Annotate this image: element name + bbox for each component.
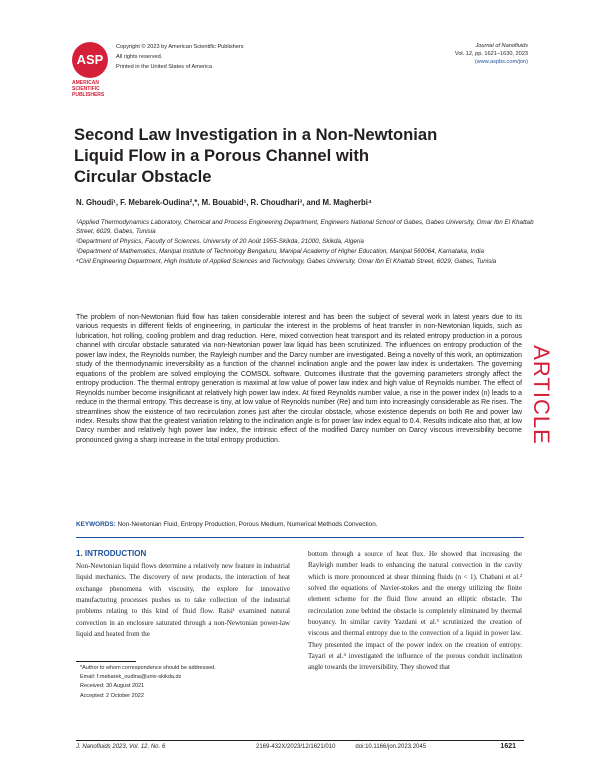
affiliation-item: ⁴Civil Engineering Department, High Institute of Applied Sciences and Technology, Gabes University, Omar Ibn El Khattab Street, 6029, Gabes, Tunisia	[76, 258, 497, 265]
printed-line: Printed in the United States of America	[116, 64, 213, 70]
keywords-list: Non-Newtonian Fluid, Entropy Production, Porous Medium, Numerical Methods Convection.	[117, 521, 378, 528]
footer-identifiers	[256, 744, 426, 750]
accepted-date: Accepted: 2 October 2022	[80, 692, 144, 699]
publisher-logo-label: AMERICAN SCIENTIFIC PUBLISHERS	[72, 80, 105, 98]
journal-name: Journal of Nanofluids	[475, 43, 528, 49]
paper-title	[74, 124, 494, 187]
abstract: The problem of non-Newtonian fluid flow has taken considerable interest and has been the subject of several work in latest years due to its various requests in different fields of engineering, in particular the interest in the problems of heat transfer in non-Newtonian liquids, such as lubrication, hot rolling, cooling problem and drag reduction. Here, mixed convection heat transport and its related entropy production in a porous channel with circular obstacle saturated via non-Newtonian power law liquid has been scrutinized. The influences on entropy production of the power law index, the Reynolds number, the Rayleigh number and the Darcy number are investigated. Being a novelty of this work, an optimization study of the thermodynamic irreversibility as a function of the channel inclination angle and the power law index is undertaken. The governing equations of the problem are solved employing the COMSOL software. Outcomes illustrate that the governing parameters strongly affect the entropy production. The thermal entropy generation is maximal at low value of power law index and high value of Reynolds number. The effect of Reynolds number become insignificant at relatively high power law index. At fixed Reynolds number value, a rise in the power index (n) leads to a reduce in the thermal entropy. This decrease is tiny, at low value of Reynolds number (Re) and turn into increasingly considerable as Re rises. The streamlines show the existence of two recirculation zones just after the circular obstacle, whose existence depends on both Re and power law index. Results show that the greatest variation relating to the inclination angle is for power law index equal to 0.4. Results indicate also that, at low Darcy number and relatively high power law index, the intrinsic effect of the modified Darcy number on Darcy viscous irreversibility become pronounced giving a sharp increase in the total entropy production.	[76, 314, 522, 444]
copyright-line: Copyright © 2023 by American Scientific Publishers	[116, 44, 244, 50]
title-line: Second Law Investigation in a Non-Newtonian	[74, 125, 438, 144]
page-number: 1621	[500, 743, 516, 750]
keywords-label: KEYWORDS:	[76, 521, 116, 528]
article-side-tab-label: ARTICLE	[529, 345, 554, 445]
journal-volume: Vol. 12, pp. 1621–1630, 2023	[454, 51, 528, 57]
section-divider	[76, 537, 524, 538]
section-heading: 1. INTRODUCTION	[76, 549, 147, 558]
footer-ids: 2169-432X/2023/12/1621/010	[256, 744, 336, 750]
affiliation-item: ¹Applied Thermodynamics Laboratory, Chemical and Process Engineering Department, Engineers National School of Gabes, Gabes University, Omar Ibn El Khattab Street, 6029, Gabes, Tunisia	[76, 219, 534, 235]
journal-url-link[interactable]: (www.aspbs.com/jon)	[474, 59, 528, 65]
footer-citation: J. Nanofluids 2023, Vol. 12, No. 6	[76, 744, 166, 750]
affiliation-item: ²Department of Physics, Faculty of Sciences, University of 20 Août 1955-Skikda, 21000, Skikda, Algeria	[76, 238, 364, 245]
journal-info	[455, 42, 528, 66]
publisher-logo: ASP	[72, 42, 108, 78]
corresponding-author-note: *Author to whom correspondence should be addressed.	[80, 665, 216, 671]
affiliation-item: ³Department of Mathematics, Manipal Institute of Technology Bengaluru, Manipal Academy of Higher Education, Manipal 560064, Karnataka, India	[76, 248, 485, 255]
intro-column-left: Non-Newtonian liquid flows determine a relatively new feature in industrial liquid mechanics. The discovery of new products, the interaction of heat exchange phenomena with viscosity, the explore for innovative manufacturing processes pushes us to take collection of the industrial problems relating to this kind of fluid flow. Raisi¹ examined natural convection in an enclosure saturated through a non-Newtonian power-law liquid and heated from the	[76, 562, 290, 639]
article-side-tab	[528, 320, 554, 470]
title-line: Circular Obstacle	[74, 167, 212, 186]
publisher-info	[116, 42, 244, 72]
footnotes	[80, 664, 294, 701]
received-date: Received: 30 August 2021	[80, 683, 145, 690]
footer-doi-link[interactable]: doi:10.1166/jon.2023.2045	[355, 744, 427, 750]
author-email: Email: f.mebarek_oudina@univ-skikda.dz	[80, 674, 182, 681]
rights-line: All rights reserved.	[116, 54, 163, 60]
title-line: Liquid Flow in a Porous Channel with	[74, 146, 369, 165]
footer-divider	[76, 740, 524, 741]
affiliations	[76, 218, 546, 267]
footnote-divider	[76, 661, 136, 662]
keywords	[76, 521, 522, 528]
author-list: N. Ghoudi¹, F. Mebarek-Oudina²,*, M. Bouabid¹, R. Choudhari³, and M. Magherbi⁴	[76, 198, 372, 207]
intro-column-right: bottom through a source of heat flux. He showed that increasing the Rayleigh number leads to enhancing the natural convection in the cavity which is more pronounced at shear thinning fluids (n < 1). Chabani et al.² solved the equations of Navier-stokes and the energy utilizing the finite element scheme for the fluid flow around an elliptic obstacle. The recirculation zone behind the obstacle is completely eliminated by thermal buoyancy. In similar cavity Yazdani et al.³ scrutinized the creation of viscous and thermal entropy due to the convection of a liquid in power law. They presented the impact of the power index on the creation of entropy. Tayari et al.⁴ investigated the influence of the porous conduit inclination angle towards the irreversibility. They showed that	[308, 550, 522, 672]
